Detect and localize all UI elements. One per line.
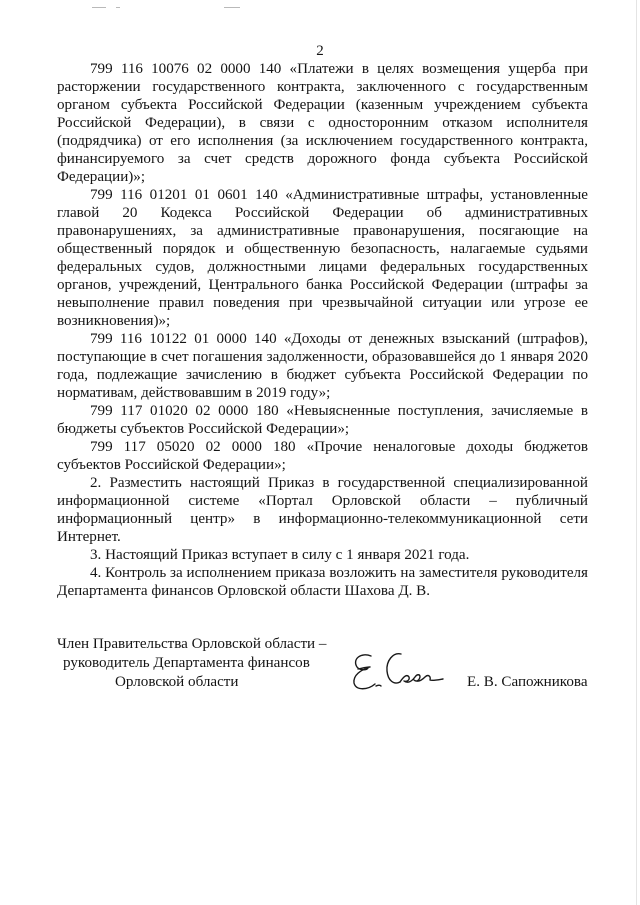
paragraph-item-4: 4. Контроль за исполнением приказа возложить на заместителя руководителя Департамента финансов Орловской области Шахова Д. В.: [57, 565, 588, 599]
signer-name: Е. В. Сапожникова: [467, 674, 588, 690]
paragraph-code-116-10122: 799 116 10122 01 0000 140 «Доходы от денежных взысканий (штрафов), поступающие в счет погашения задолженности, образовавшейся до 1 января 2020 года, подлежащие зачислению в бюджет субъекта Российской Федерации по нормативам, действовавшим в 2019 году»;: [57, 331, 588, 401]
signer-title-line-2: руководитель Департамента финансов: [63, 655, 310, 671]
signer-title-line-3: Орловской области: [115, 674, 239, 690]
signer-title-line-1: Член Правительства Орловской области –: [57, 636, 327, 652]
paragraph-item-2: 2. Разместить настоящий Приказ в государственной специализированной информационной системе «Портал Орловской области – публичный информационный центр» в информационно-телекоммуникационной сети Интернет.: [57, 475, 588, 545]
paragraph-code-117-01020: 799 117 01020 02 0000 180 «Невыясненные поступления, зачисляемые в бюджеты субъектов Российской Федерации»;: [57, 403, 588, 437]
scan-edge-marks: [92, 7, 242, 9]
paragraph-item-3: 3. Настоящий Приказ вступает в силу с 1 января 2021 года.: [90, 547, 470, 563]
signature-block: [57, 635, 597, 695]
scan-edge-line: [636, 0, 637, 905]
page-number: 2: [316, 43, 324, 59]
document-body: [57, 60, 588, 600]
paragraph-code-116-10076: 799 116 10076 02 0000 140 «Платежи в целях возмещения ущерба при расторжении государственного контракта, заключенного с государственным органом субъекта Российской Федерации (казенным учреждением субъекта Российской Федерации), в связи с односторонним отказом исполнителя (подрядчика) от его исполнения (за исключением государственного контракта, финансируемого за счет средств дорожного фонда субъекта Российской Федерации)»;: [57, 61, 588, 185]
paragraph-code-117-05020: 799 117 05020 02 0000 180 «Прочие неналоговые доходы бюджетов субъектов Российской Федерации»;: [57, 439, 588, 473]
handwritten-signature: [349, 646, 447, 694]
paragraph-code-116-01201: 799 116 01201 01 0601 140 «Административные штрафы, установленные главой 20 Кодекса Российской Федерации об административных правонарушениях, за административные правонарушения, посягающие на общественный порядок и общественную безопасность, налагаемые судьями федеральных судов, должностными лицами федеральных государственных органов, учреждений, Центрального банка Российской Федерации (штрафы за невыполнение правил поведения при чрезвычайной ситуации или угрозе ее возникновения)»;: [57, 187, 588, 329]
